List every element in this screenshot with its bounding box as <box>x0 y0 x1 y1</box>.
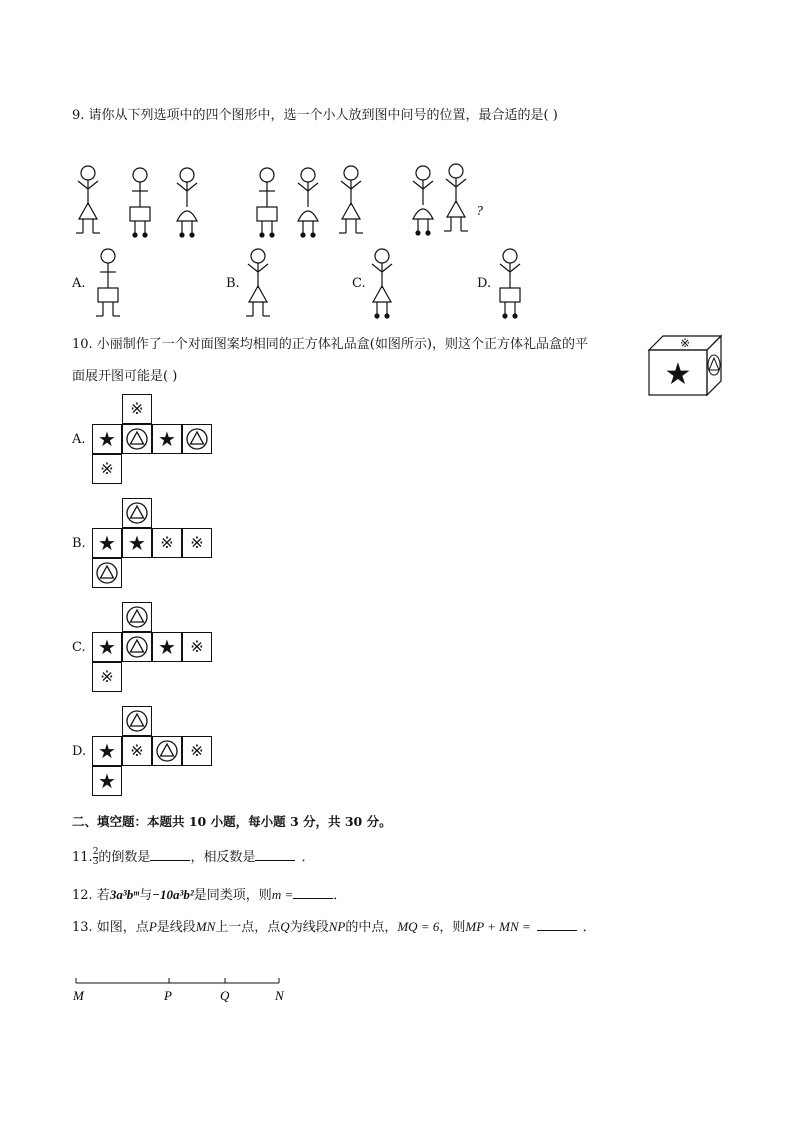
q12-expr2: −10a³b² <box>152 887 194 902</box>
q11-blank-1[interactable] <box>150 848 190 861</box>
option-b-figure-tri-legs <box>246 249 270 316</box>
q13-line <box>72 916 596 935</box>
q11-line <box>72 846 314 867</box>
net-d-star-icon: ★ <box>92 766 122 796</box>
hatch-icon: ※ <box>679 336 691 350</box>
net-c-hatch-icon: ※ <box>92 662 122 692</box>
q12-end: ． <box>333 888 347 903</box>
net-c-circle-triangle-icon <box>122 632 152 662</box>
q11-blank-2[interactable] <box>255 848 295 861</box>
q11-part2: ，相反数是 <box>190 850 256 865</box>
net-d-circle-triangle-icon <box>122 706 152 736</box>
q10-text-line1: 10. 小丽制作了一个对面图案均相同的正方体礼品盒(如图所示)，则这个正方体礼品盒的平 <box>72 337 588 352</box>
q9-question-mark: ? <box>476 204 483 219</box>
q11-end: ． <box>301 850 315 865</box>
q9-option-a-label: A. <box>72 276 86 291</box>
q13-blank[interactable] <box>537 918 577 931</box>
net-c-circle-triangle-icon <box>122 602 152 632</box>
q12-var: m = <box>271 887 294 902</box>
q9-text: 9. 请你从下列选项中的四个图形中，选一个小人放到图中问号的位置，最合适的是( ) <box>72 108 558 123</box>
q13-q: Q <box>280 919 290 934</box>
q11-frac-den: 3 <box>92 857 99 867</box>
point-m-label: M <box>73 988 84 1003</box>
q9-option-b-label: B. <box>226 276 240 291</box>
q13-p: P <box>148 919 157 934</box>
point-n-label: N <box>275 988 284 1003</box>
option-c-figure-tri-dots <box>372 249 392 319</box>
q9-figure-sequence <box>60 155 500 245</box>
q12-line <box>72 884 346 903</box>
net-b-circle-triangle-icon <box>122 498 152 528</box>
q13-end: ． <box>582 920 596 935</box>
net-d-star-icon: ★ <box>92 736 122 766</box>
q9-option-d-label: D. <box>477 276 492 291</box>
figure-dome-dots <box>298 168 318 238</box>
figure-rect-dots <box>257 168 277 238</box>
q13-t2: 上一点，点 <box>215 920 281 935</box>
net-d-hatch-icon: ※ <box>182 736 212 766</box>
q11-frac-num: 2 <box>92 847 99 857</box>
section2-title: 二、填空题：本题共 10 小题，每小题 3 分，共 30 分。 <box>72 814 392 829</box>
point-p-label: P <box>164 988 172 1003</box>
q10-option-b-label: B. <box>72 536 86 551</box>
q13-eq1: MQ = 6 <box>397 919 440 934</box>
q13-np: NP <box>328 919 346 934</box>
q13-t4: 的中点， <box>345 920 398 935</box>
q10-option-c-label: C. <box>72 640 86 655</box>
net-d-hatch-icon: ※ <box>122 736 152 766</box>
q10-option-d-label: D. <box>72 744 87 759</box>
net-a-star-icon: ★ <box>92 424 122 454</box>
q11-number: 11. <box>72 850 93 865</box>
q13-t3: 为线段 <box>289 920 329 935</box>
q11-part1: 的倒数是 <box>98 850 151 865</box>
net-c-hatch-icon: ※ <box>182 632 212 662</box>
q13-eq2: MP + MN = <box>465 919 531 934</box>
figure-dome-dots <box>177 168 197 238</box>
q10-text-line2: 面展开图可能是( ) <box>72 369 178 384</box>
net-b-hatch-icon: ※ <box>182 528 212 558</box>
q9-options-figures <box>80 240 540 320</box>
net-a-hatch-icon: ※ <box>122 394 152 424</box>
figure-tri-legs <box>339 166 363 233</box>
figure-tri-legs <box>444 164 468 231</box>
figure-tri-legs <box>76 166 100 233</box>
q12-blank[interactable] <box>293 886 333 899</box>
net-a-hatch-icon: ※ <box>92 454 122 484</box>
net-b-hatch-icon: ※ <box>152 528 182 558</box>
point-q-label: Q <box>220 988 230 1003</box>
net-a-circle-triangle-icon <box>182 424 212 454</box>
q12-expr1: 3a³bᵐ <box>109 887 140 902</box>
q12-number: 12. 若 <box>72 888 110 903</box>
net-a-circle-triangle-icon <box>122 424 152 454</box>
q13-segment-diagram <box>70 975 300 1005</box>
net-d-circle-triangle-icon <box>152 736 182 766</box>
figure-dome-dots <box>413 166 433 236</box>
net-b-star-icon: ★ <box>122 528 152 558</box>
figure-rect-dots <box>130 168 150 238</box>
q12-part2: 是同类项，则 <box>193 888 272 903</box>
net-a-star-icon: ★ <box>152 424 182 454</box>
q13-t5: ，则 <box>439 920 466 935</box>
net-c-star-icon: ★ <box>152 632 182 662</box>
net-c-star-icon: ★ <box>92 632 122 662</box>
q9-option-c-label: C. <box>352 276 366 291</box>
q13-number: 13. 如图，点 <box>72 920 149 935</box>
q10-cube-figure <box>645 332 725 398</box>
option-d-figure-rect-dots <box>500 249 520 319</box>
star-icon: ★ <box>664 358 692 391</box>
net-b-star-icon: ★ <box>92 528 122 558</box>
q13-t1: 是线段 <box>156 920 196 935</box>
q10-option-a-label: A. <box>72 432 86 447</box>
q13-mn: MN <box>195 919 216 934</box>
option-a-figure-rect-legs <box>96 249 120 316</box>
net-b-circle-triangle-icon <box>92 558 122 588</box>
q12-mid: 与 <box>139 888 153 903</box>
